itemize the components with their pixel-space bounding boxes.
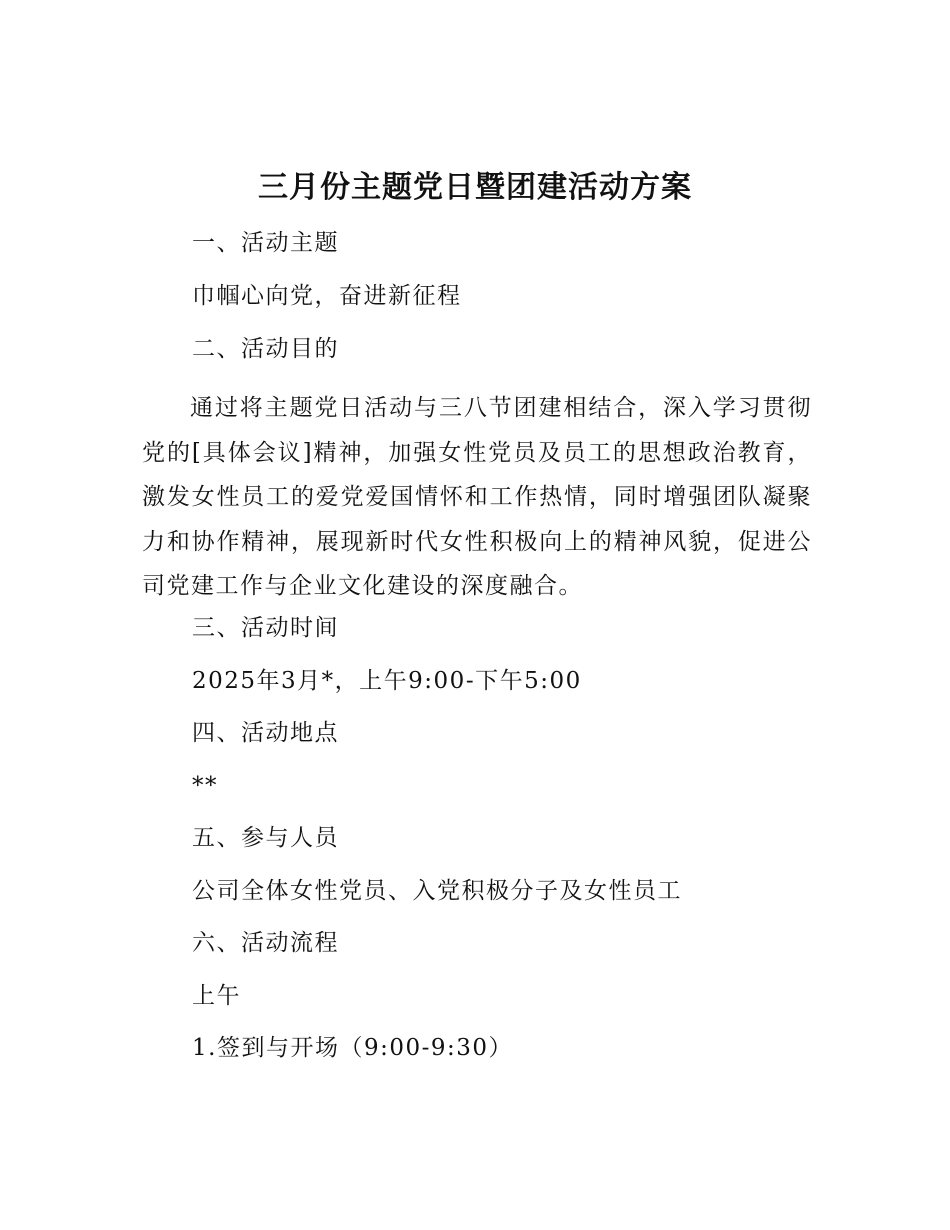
- section-6-heading: 六、活动流程: [192, 930, 339, 956]
- section-2-heading: 二、活动目的: [192, 336, 339, 362]
- document-title: 三月份主题党日暨团建活动方案: [258, 170, 692, 205]
- section-3-heading: 三、活动时间: [192, 615, 339, 641]
- section-4-heading: 四、活动地点: [192, 720, 339, 746]
- section-5-body: 公司全体女性党员、入党积极分子及女性员工: [192, 878, 682, 904]
- section-3-body: 2025年3月*，上午9:00-下午5:00: [192, 668, 582, 694]
- section-1-heading: 一、活动主题: [192, 230, 339, 256]
- section-2-body: 通过将主题党日活动与三八节团建相结合，深入学习贯彻党的[具体会议]精神，加强女性党员及员工的思想政治教育，激发女性员工的爱党爱国情怀和工作热情，同时增强团队凝聚力和协作精神，展现新时代女性积极向上的精神风貌，促进公司党建工作与企业文化建设的深度融合。: [142, 395, 812, 600]
- section-1-body: 巾帼心向党，奋进新征程: [192, 283, 462, 309]
- section-6-item-1: 1.签到与开场（9:00-9:30）: [192, 1035, 514, 1061]
- section-6-subheading: 上午: [192, 983, 241, 1009]
- section-5-heading: 五、参与人员: [192, 825, 339, 851]
- section-4-body: **: [192, 773, 218, 799]
